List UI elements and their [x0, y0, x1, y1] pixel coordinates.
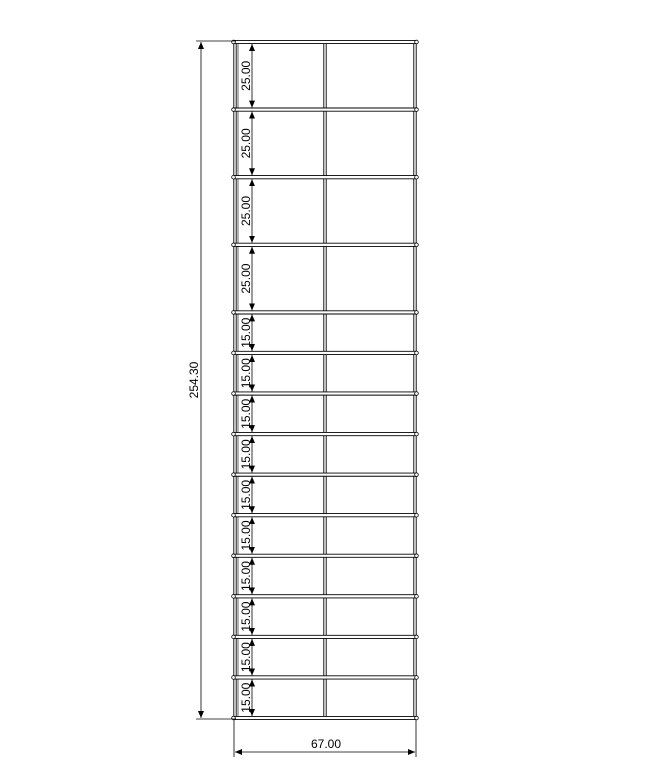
overall-width-label: 67.00 — [310, 737, 342, 751]
shelf-end-right — [415, 40, 419, 44]
shelf-end-right — [415, 676, 419, 680]
bay-dimension — [239, 247, 253, 311]
overall-height-dimension — [187, 41, 236, 719]
bay-dimension — [239, 112, 253, 176]
bay-dimension-label: 15.00 — [239, 439, 253, 470]
bay-dimension-label: 15.00 — [239, 520, 253, 551]
shelf-bar-outline — [233, 176, 417, 179]
shelf-bar — [232, 108, 419, 112]
shelf-end-left — [232, 351, 236, 355]
shelf-end-right — [415, 243, 419, 247]
shelf-bar-outline — [233, 635, 417, 638]
shelf-bar-outline — [233, 473, 417, 476]
bay-dimension-label: 15.00 — [239, 601, 253, 632]
bay-dimension-label: 15.00 — [239, 642, 253, 673]
shelf-end-right — [415, 108, 419, 112]
bay-dimension — [239, 396, 253, 433]
overall-width-dimension — [234, 720, 416, 757]
shelf-end-left — [232, 175, 236, 179]
shelf-end-right — [415, 432, 419, 436]
shelf-end-right — [415, 175, 419, 179]
bay-dimension-label: 15.00 — [239, 317, 253, 348]
bay-dimension-label: 25.00 — [239, 60, 253, 91]
bay-dimension — [239, 44, 253, 108]
shelf-bar-outline — [233, 432, 417, 435]
shelf-bar — [232, 40, 419, 44]
bay-dimension-label: 15.00 — [239, 682, 253, 713]
shelf-bar-outline — [233, 243, 417, 246]
shelf-end-left — [232, 243, 236, 247]
frame-structure — [232, 40, 419, 720]
shelf-bar — [232, 311, 419, 315]
shelf-bar-outline — [233, 676, 417, 679]
bay-dimension — [239, 517, 253, 554]
shelf-bar-outline — [233, 311, 417, 314]
shelf-bar — [232, 676, 419, 680]
shelf-end-right — [415, 595, 419, 599]
bay-dimension — [239, 558, 253, 595]
shelf-bar-outline — [233, 40, 417, 43]
bay-dimension-label: 15.00 — [239, 398, 253, 429]
shelf-bar — [232, 635, 419, 639]
bay-dimension — [239, 314, 253, 351]
shelf-end-left — [232, 108, 236, 112]
bay-dimension — [239, 679, 253, 716]
bay-dimension — [239, 355, 253, 392]
shelf-end-right — [415, 513, 419, 517]
shelf-end-left — [232, 513, 236, 517]
shelf-end-left — [232, 595, 236, 599]
shelf-bar — [232, 432, 419, 436]
bay-dimension — [239, 436, 253, 473]
shelf-end-right — [415, 635, 419, 639]
shelf-bar-outline — [233, 351, 417, 354]
shelf-end-left — [232, 432, 236, 436]
bay-dimension — [239, 477, 253, 514]
shelf-end-left — [232, 473, 236, 477]
shelf-bar-outline — [233, 554, 417, 557]
shelf-end-left — [232, 635, 236, 639]
shelf-bar — [232, 554, 419, 558]
shelf-bar — [232, 595, 419, 599]
shelf-end-left — [232, 392, 236, 396]
bay-dimensions — [239, 44, 253, 716]
overall-height-label: 254.30 — [187, 361, 201, 399]
shelf-bar-outline — [233, 716, 417, 719]
shelf-end-right — [415, 311, 419, 315]
shelf-bar-outline — [233, 514, 417, 517]
shelf-end-right — [415, 716, 419, 720]
shelf-bar-outline — [233, 108, 417, 111]
shelf-end-left — [232, 554, 236, 558]
rack-frame — [234, 42, 416, 718]
shelf-bar — [232, 716, 419, 720]
shelf-end-left — [232, 311, 236, 315]
shelf-bar — [232, 513, 419, 517]
shelf-bar-outline — [233, 392, 417, 395]
bay-dimension-label: 25.00 — [239, 128, 253, 159]
bay-dimension — [239, 598, 253, 635]
shelf-bar — [232, 351, 419, 355]
bay-dimension-label: 15.00 — [239, 479, 253, 510]
shelf-end-right — [415, 473, 419, 477]
shelf-bar — [232, 175, 419, 179]
shelf-end-right — [415, 351, 419, 355]
bay-dimension-label: 15.00 — [239, 358, 253, 389]
bay-dimension — [239, 639, 253, 676]
shelf-bars — [232, 40, 419, 720]
bay-dimension-label: 25.00 — [239, 263, 253, 294]
shelf-end-left — [232, 676, 236, 680]
shelf-bar — [232, 392, 419, 396]
shelf-bar — [232, 243, 419, 247]
bay-dimension-label: 25.00 — [239, 195, 253, 227]
bay-dimension — [239, 179, 253, 243]
bay-dimension-label: 15.00 — [239, 561, 253, 592]
shelf-end-right — [415, 392, 419, 396]
shelf-bar — [232, 473, 419, 477]
shelf-bar-outline — [233, 595, 417, 598]
shelf-end-right — [415, 554, 419, 558]
